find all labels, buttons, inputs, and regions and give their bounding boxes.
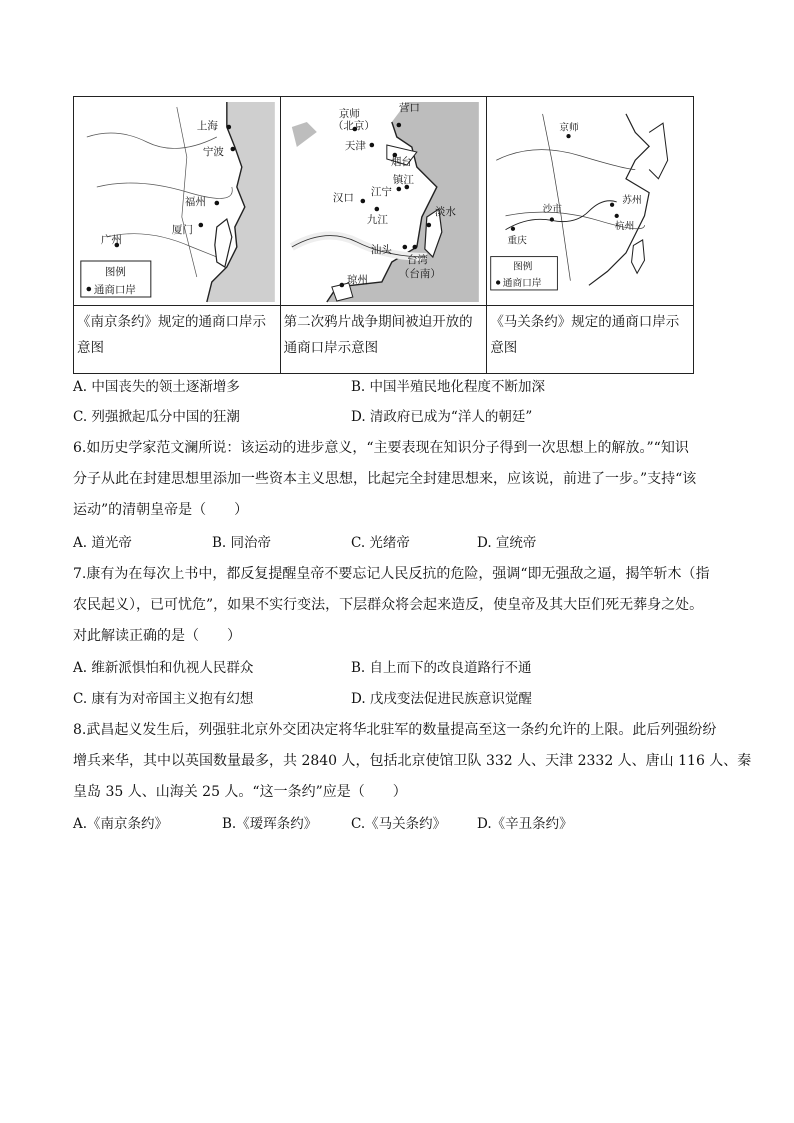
caption-second-opium-war: 第二次鸦片战争期间被迫开放的通商口岸示意图 (280, 306, 487, 374)
label-danshui: 淡水 (434, 206, 456, 218)
map-shimonoseki-cell (487, 97, 694, 306)
label-qiongzhou: 琼州 (346, 274, 368, 286)
label-jingshi-3: 京师 (559, 122, 580, 134)
label-suzhou: 苏州 (622, 194, 643, 206)
legend-item-3: 通商口岸 (503, 278, 542, 290)
label-beijing: （北京） (332, 120, 375, 132)
q8-line-3: 皇岛 35 人、山海关 25 人。“这一条约”应是（ ） (73, 784, 407, 800)
map-shimonoseki (487, 97, 693, 305)
q8-option-d[interactable]: D.《辛丑条约》 (477, 816, 573, 832)
label-hangzhou: 杭州 (615, 220, 635, 232)
q7-line-2: 农民起义），已可忧危”，如果不实行变法，下层群众将会起来造反，使皇帝及其大臣们死无葬身之处。 (73, 597, 704, 613)
q5-option-b[interactable]: B. 中国半殖民地化程度不断加深 (351, 379, 546, 395)
label-xiamen: 厦门 (171, 224, 193, 236)
caption-nanjing: 《南京条约》规定的通商口岸示意图 (74, 306, 281, 374)
q7-option-b[interactable]: B. 自上而下的改良道路行不通 (351, 660, 532, 676)
legend-item: 通商口岸 (93, 284, 136, 296)
map-nanjing (74, 97, 280, 305)
legend-title: 图例 (104, 266, 126, 278)
label-shashi: 沙市 (542, 204, 563, 216)
q5-option-a[interactable]: A. 中国丧失的领土逐渐增多 (73, 379, 240, 395)
map-second-opium-war-cell (280, 97, 487, 306)
q7-option-d[interactable]: D. 戊戌变法促进民族意识觉醒 (351, 691, 532, 707)
label-shantou: 汕头 (370, 244, 392, 256)
q5-option-c[interactable]: C. 列强掀起瓜分中国的狂潮 (73, 409, 240, 425)
q6-option-b[interactable]: B. 同治帝 (212, 535, 272, 551)
label-tainan: （台南） (398, 268, 441, 280)
label-jiujiang: 九江 (366, 214, 388, 226)
label-jingshi: 京师 (338, 108, 360, 120)
map-nanjing-cell (74, 97, 281, 306)
q8-option-a[interactable]: A.《南京条约》 (73, 816, 169, 832)
label-zhenjiang: 镇江 (392, 174, 414, 186)
q6-line-1: 6.如历史学家范文澜所说：该运动的进步意义，“主要表现在知识分子得到一次思想上的解放。”“知识 (73, 440, 689, 456)
q7-option-a[interactable]: A. 维新派惧怕和仇视人民群众 (73, 660, 254, 676)
label-shanghai: 上海 (196, 120, 218, 132)
label-fuzhou: 福州 (184, 196, 206, 208)
label-hankou: 汉口 (332, 192, 354, 204)
q7-line-3: 对此解读正确的是（ ） (73, 628, 241, 644)
q7-option-c[interactable]: C. 康有为对帝国主义抱有幻想 (73, 691, 254, 707)
map-table (73, 96, 694, 374)
q7-line-1: 7.康有为在每次上书中，都反复提醒皇帝不要忘记人民反抗的危险，强调“即无强敌之逼，揭竿斩木（指 (73, 566, 710, 582)
q6-line-3: 运动”的清朝皇帝是（ ） (73, 502, 249, 518)
q8-line-2: 增兵来华，其中以英国数量最多，共 2840 人，包括北京使馆卫队 332 人、天津 2332 人、唐山 116 人、秦 (73, 753, 752, 769)
label-chongqing: 重庆 (507, 235, 528, 247)
label-yingkou: 营口 (398, 102, 420, 114)
label-guangzhou: 广州 (100, 234, 122, 246)
label-tianjin: 天津 (344, 140, 366, 152)
q5-option-d[interactable]: D. 清政府已成为“洋人的朝廷” (351, 409, 533, 425)
caption-shimonoseki: 《马关条约》规定的通商口岸示意图 (487, 306, 694, 374)
label-taiwan: 台湾 (406, 254, 428, 266)
label-ningbo: 宁波 (202, 146, 224, 158)
q6-option-a[interactable]: A. 道光帝 (73, 535, 132, 551)
q8-option-c[interactable]: C.《马关条约》 (351, 816, 447, 832)
label-yantai: 烟台 (390, 156, 412, 168)
q6-line-2: 分子从此在封建思想里添加一些资本主义思想，比起完全封建思想来，应该说，前进了一步。”支持“该 (73, 471, 697, 487)
q8-line-1: 8.武昌起义发生后，列强驻北京外交团决定将华北驻军的数量提高至这一条约允许的上限。此后列强纷纷 (73, 722, 717, 738)
q6-option-d[interactable]: D. 宣统帝 (477, 535, 537, 551)
legend-title-3: 图例 (513, 261, 533, 273)
map-second-opium-war (281, 97, 487, 305)
label-jiangning: 江宁 (370, 186, 392, 198)
q8-option-b[interactable]: B.《瑷珲条约》 (222, 816, 318, 832)
q6-option-c[interactable]: C. 光绪帝 (351, 535, 410, 551)
